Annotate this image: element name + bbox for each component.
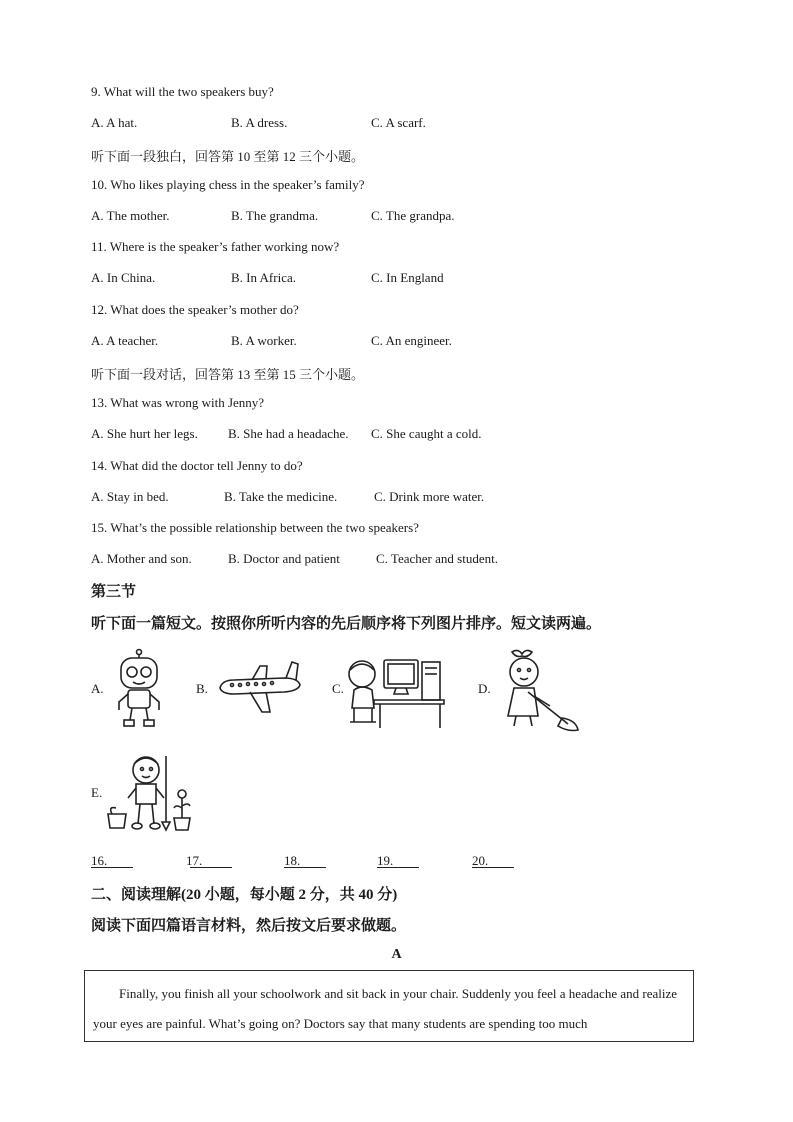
blank-line xyxy=(91,853,133,868)
option-a: A. Mother and son. xyxy=(91,551,192,566)
airplane-icon xyxy=(212,658,304,716)
question-15: 15. What’s the possible relationship between the two speakers? xyxy=(91,520,419,535)
picture-label-b: B. xyxy=(196,681,208,696)
passage-box xyxy=(84,970,694,1042)
question-13: 13. What was wrong with Jenny? xyxy=(91,395,265,410)
option-c: C. Teacher and student. xyxy=(376,551,498,566)
option-b: B. A dress. xyxy=(231,115,288,130)
blank-line xyxy=(472,853,514,868)
option-c: C. A scarf. xyxy=(371,115,426,130)
instruction-dialogue: 听下面一段对话，回答第 13 至第 15 三个小题。 xyxy=(91,367,365,382)
option-b: B. In Africa. xyxy=(231,270,296,285)
picture-label-c: C. xyxy=(332,681,344,696)
option-c: C. The grandpa. xyxy=(371,208,455,223)
passage-label: A xyxy=(391,947,402,962)
section-instruction: 听下面一篇短文。按照你所听内容的先后顺序将下列图片排序。短文读两遍。 xyxy=(91,616,602,632)
option-a: A. In China. xyxy=(91,270,156,285)
option-a: A. Stay in bed. xyxy=(91,489,169,504)
picture-label-e: E. xyxy=(91,785,103,800)
option-b: B. Take the medicine. xyxy=(224,489,338,504)
reading-instruction: 阅读下面四篇语言材料，然后按文后要求做题。 xyxy=(91,918,407,934)
girl-sweeping-icon xyxy=(492,646,582,732)
option-b: B. The grandma. xyxy=(231,208,319,223)
option-a: A. A hat. xyxy=(91,115,138,130)
option-c: C. Drink more water. xyxy=(374,489,485,504)
question-14: 14. What did the doctor tell Jenny to do? xyxy=(91,458,303,473)
section-title: 第三节 xyxy=(91,584,137,600)
robot-icon xyxy=(108,648,170,730)
question-11: 11. Where is the speaker’s father working now? xyxy=(91,239,340,254)
computer-desk-icon xyxy=(344,650,448,732)
option-c: C. She caught a cold. xyxy=(371,426,482,441)
blank-line xyxy=(377,853,419,868)
reading-title: 二、阅读理解(20 小题，每小题 2 分，共 40 分) xyxy=(91,887,398,903)
option-b: B. A worker. xyxy=(231,333,297,348)
option-c: C. In England xyxy=(371,270,444,285)
option-a: A. A teacher. xyxy=(91,333,159,348)
option-c: C. An engineer. xyxy=(371,333,452,348)
boy-gardening-icon xyxy=(104,752,196,834)
option-a: A. She hurt her legs. xyxy=(91,426,198,441)
instruction-monologue: 听下面一段独白，回答第 10 至第 12 三个小题。 xyxy=(91,149,365,164)
question-10: 10. Who likes playing chess in the speaker’s family? xyxy=(91,177,365,192)
option-b: B. Doctor and patient xyxy=(228,551,340,566)
blank-line xyxy=(190,853,232,868)
picture-label-a: A. xyxy=(91,681,104,696)
picture-label-d: D. xyxy=(478,681,491,696)
passage-text: Finally, you finish all your schoolwork and sit back in your chair. Suddenly you feel a headache and realize your eyes are painful. What’s going on? Doctors say that many students are spending too much xyxy=(93,986,677,1031)
question-9: 9. What will the two speakers buy? xyxy=(91,84,274,99)
blank-line xyxy=(284,853,326,868)
option-a: A. The mother. xyxy=(91,208,170,223)
question-12: 12. What does the speaker’s mother do? xyxy=(91,302,299,317)
option-b: B. She had a headache. xyxy=(228,426,349,441)
